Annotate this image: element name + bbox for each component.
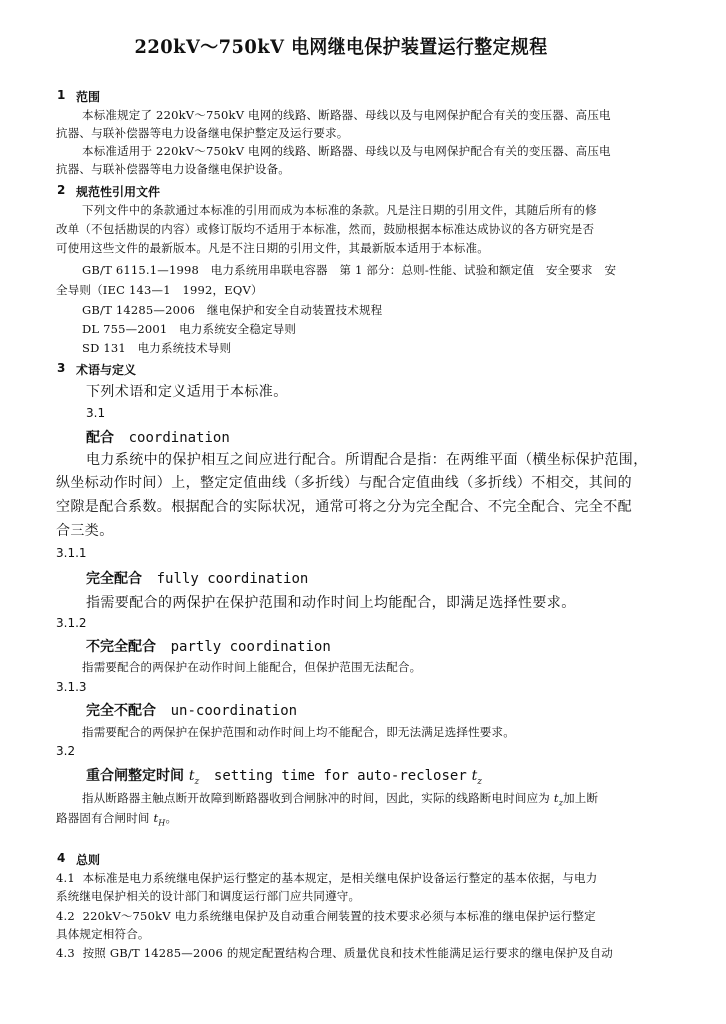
- term-3-1-2-def: 指需要配合的两保护在动作时间上能配合，但保护范围无法配合。: [82, 660, 422, 674]
- term-3-1-3-cn: 完全不配合: [86, 703, 156, 719]
- term-3-2-def-1: 指从断路器主触点断开故障到断路器收到合闸脉冲的时间，因此，实际的线路断电时间应为 $t_z$加上断: [82, 791, 599, 808]
- term-3-1-cn: 配合: [86, 430, 114, 446]
- term-3-1-1-def: 指需要配合的两保护在保护范围和动作时间上均能配合，即满足选择性要求。: [86, 595, 576, 611]
- section-1-line-3: 本标准适用于 220kV～750kV 电网的线路、断路器、母线以及与电网保护配合有关的变压器、高压电: [82, 144, 611, 158]
- section-4-number: 4: [57, 851, 66, 865]
- term-3-1-def-4: 合三类。: [56, 523, 114, 539]
- section-1-line-2: 抗器、与联补偿器等电力设备继电保护整定及运行要求。: [56, 126, 349, 140]
- term-3-1-en: coordination: [128, 430, 230, 446]
- term-3-2-cn: 重合闸整定时间: [86, 768, 184, 784]
- section-4-heading: 总则: [76, 853, 101, 867]
- term-3-1-3-def: 指需要配合的两保护在保护范围和动作时间上均不能配合，即无法满足选择性要求。: [82, 725, 515, 739]
- term-3-1-2-number: 3.1.2: [56, 616, 87, 630]
- term-3-1-1-en: fully coordination: [156, 571, 309, 587]
- section-1-heading: 范围: [76, 90, 101, 104]
- term-3-1-def-3: 空隙是配合系数。根据配合的实际状况，通常可将之分为完全配合、不完全配合、完全不配: [56, 499, 632, 515]
- reference-4: SD 131 电力系统技术导则: [82, 341, 232, 355]
- term-3-1-3-heading: [86, 700, 297, 720]
- term-3-1-number: 3.1: [86, 406, 106, 420]
- term-3-1-heading: [86, 427, 230, 447]
- section-2-number: 2: [57, 183, 66, 197]
- term-3-1-3-number: 3.1.3: [56, 680, 87, 694]
- clause-4-1-cont: 系统继电保护相关的设计部门和调度运行部门应共同遵守。: [56, 889, 361, 903]
- clause-4-3: 4.3 按照 GB/T 14285—2006 的规定配置结构合理、质量优良和技术性能满足运行要求的继电保护及自动: [56, 946, 614, 960]
- term-3-2-def-2: 路器固有合闸时间 $t_H$。: [56, 811, 178, 828]
- clause-4-2-cont: 具体规定相符合。: [56, 927, 150, 941]
- reference-3: DL 755—2001 电力系统安全稳定导则: [82, 322, 297, 336]
- clause-4-1: 4.1 本标准是电力系统继电保护运行整定的基本规定，是相关继电保护设备运行整定的基本依据，与电力: [56, 871, 598, 885]
- section-1-number: 1: [57, 88, 66, 102]
- section-3-heading: 术语与定义: [76, 363, 137, 377]
- term-3-2-symbol: $t_z$: [188, 768, 200, 787]
- term-3-1-1-heading: [86, 568, 308, 588]
- term-3-1-1-number: 3.1.1: [56, 546, 87, 560]
- section-2-line-1: 下列文件中的条款通过本标准的引用而成为本标准的条款。凡是注日期的引用文件，其随后所有的修: [82, 203, 597, 217]
- term-3-2-symbol-2: $t_z$: [471, 768, 483, 787]
- term-3-1-2-en: partly coordination: [170, 639, 331, 655]
- document-title: 220kV～750kV 电网继电保护装置运行整定规程: [134, 36, 548, 58]
- section-2-line-3: 可使用这些文件的最新版本。凡是不注日期的引用文件，其最新版本适用于本标准。: [56, 241, 489, 255]
- section-3-number: 3: [57, 361, 66, 375]
- section-2-line-2: 改单（不包括勘误的内容）或修订版均不适用于本标准，然而，鼓励根据本标准达成协议的各方研究是否: [56, 222, 595, 236]
- term-3-2-number: 3.2: [56, 744, 76, 758]
- term-3-2-en: setting time for auto-recloser: [213, 768, 467, 784]
- section-3-intro: 下列术语和定义适用于本标准。: [86, 384, 288, 400]
- term-3-1-def-2: 纵坐标动作时间）上，整定定值曲线（多折线）与配合定值曲线（多折线）不相交，其间的: [56, 475, 632, 491]
- term-3-2-heading: [86, 765, 482, 787]
- term-3-1-2-cn: 不完全配合: [86, 639, 156, 655]
- section-1-line-1: 本标准规定了 220kV～750kV 电网的线路、断路器、母线以及与电网保护配合有关的变压器、高压电: [82, 108, 611, 122]
- term-3-1-3-en: un-coordination: [170, 703, 298, 719]
- clause-4-2: 4.2 220kV～750kV 电力系统继电保护及自动重合闸装置的技术要求必须与本标准的继电保护运行整定: [56, 909, 596, 923]
- reference-1: GB/T 6115.1—1998 电力系统用串联电容器 第 1 部分：总则-性能、试验和额定值 安全要求 安: [82, 263, 617, 277]
- reference-2: GB/T 14285—2006 继电保护和安全自动装置技术规程: [82, 303, 383, 317]
- section-1-line-4: 抗器、与联补偿器等电力设备继电保护设备。: [56, 162, 290, 176]
- term-3-1-1-cn: 完全配合: [86, 571, 142, 587]
- term-3-1-def-1: 电力系统中的保护相互之间应进行配合。所谓配合是指：在两维平面（横坐标保护范围，: [86, 452, 648, 468]
- section-2-heading: 规范性引用文件: [76, 185, 161, 199]
- term-3-1-2-heading: [86, 636, 331, 656]
- reference-1-cont: 全导则（IEC 143—1 1992，EQV）: [56, 283, 263, 297]
